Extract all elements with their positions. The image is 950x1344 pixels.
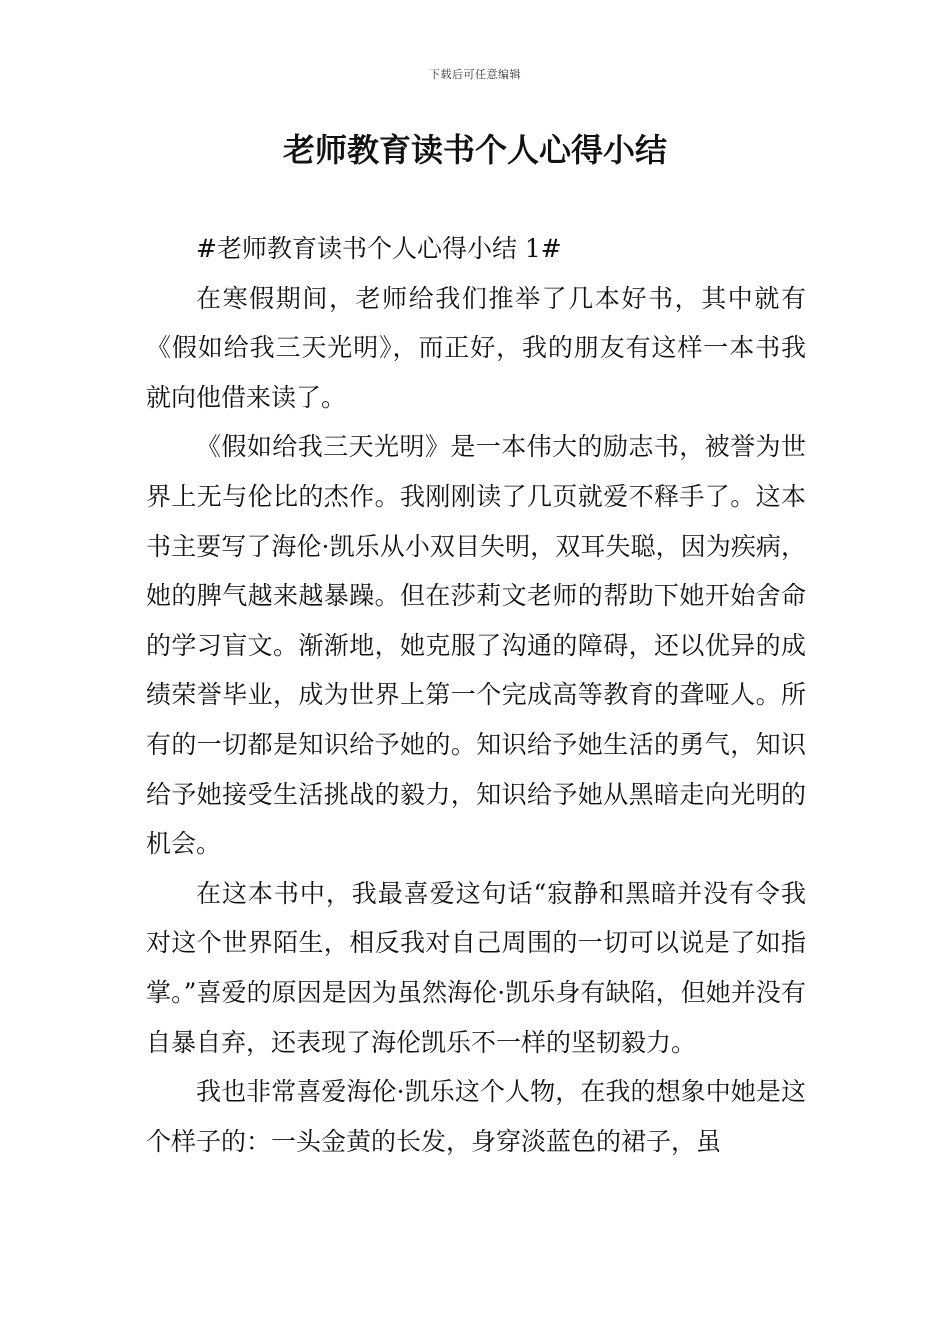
header-note: 下载后可任意编辑 — [429, 68, 521, 81]
section-heading: #老师教育读书个人心得小结 1# — [196, 234, 562, 263]
document-body — [146, 224, 806, 1166]
document-title: 老师教育读书个人心得小结 — [282, 131, 667, 169]
paragraph-1: 在寒假期间，老师给我们推举了几本好书，其中就有《假如给我三天光明》，而正好，我的朋友有这样一本书我就向他借来读了。 — [146, 283, 806, 412]
paragraph-3: 在这本书中，我最喜爱这句话“寂静和黑暗并没有令我对这个世界陌生，相反我对自己周围的一切可以说是了如指掌。”喜爱的原因是因为虽然海伦·凯乐身有缺陷，但她并没有自暴自弃，还表现了海伦凯乐不一样的坚韧毅力。 — [146, 878, 806, 1057]
paragraph-4: 我也非常喜爱海伦·凯乐这个人物，在我的想象中她是这个样子的：一头金黄的长发，身穿淡蓝色的裙子，虽 — [146, 1077, 806, 1156]
paragraph-2: 《假如给我三天光明》是一本伟大的励志书，被誉为世界上无与伦比的杰作。我刚刚读了几页就爱不释手了。这本书主要写了海伦·凯乐从小双目失明，双耳失聪，因为疾病，她的脾气越来越暴躁。但在莎莉文老师的帮助下她开始舍命的学习盲文。渐渐地，她克服了沟通的障碍，还以优异的成绩荣誉毕业，成为世界上第一个完成高等教育的聋哑人。所有的一切都是知识给予她的。知识给予她生活的勇气，知识给予她接受生活挑战的毅力，知识给予她从黑暗走向光明的机会。 — [146, 432, 806, 859]
